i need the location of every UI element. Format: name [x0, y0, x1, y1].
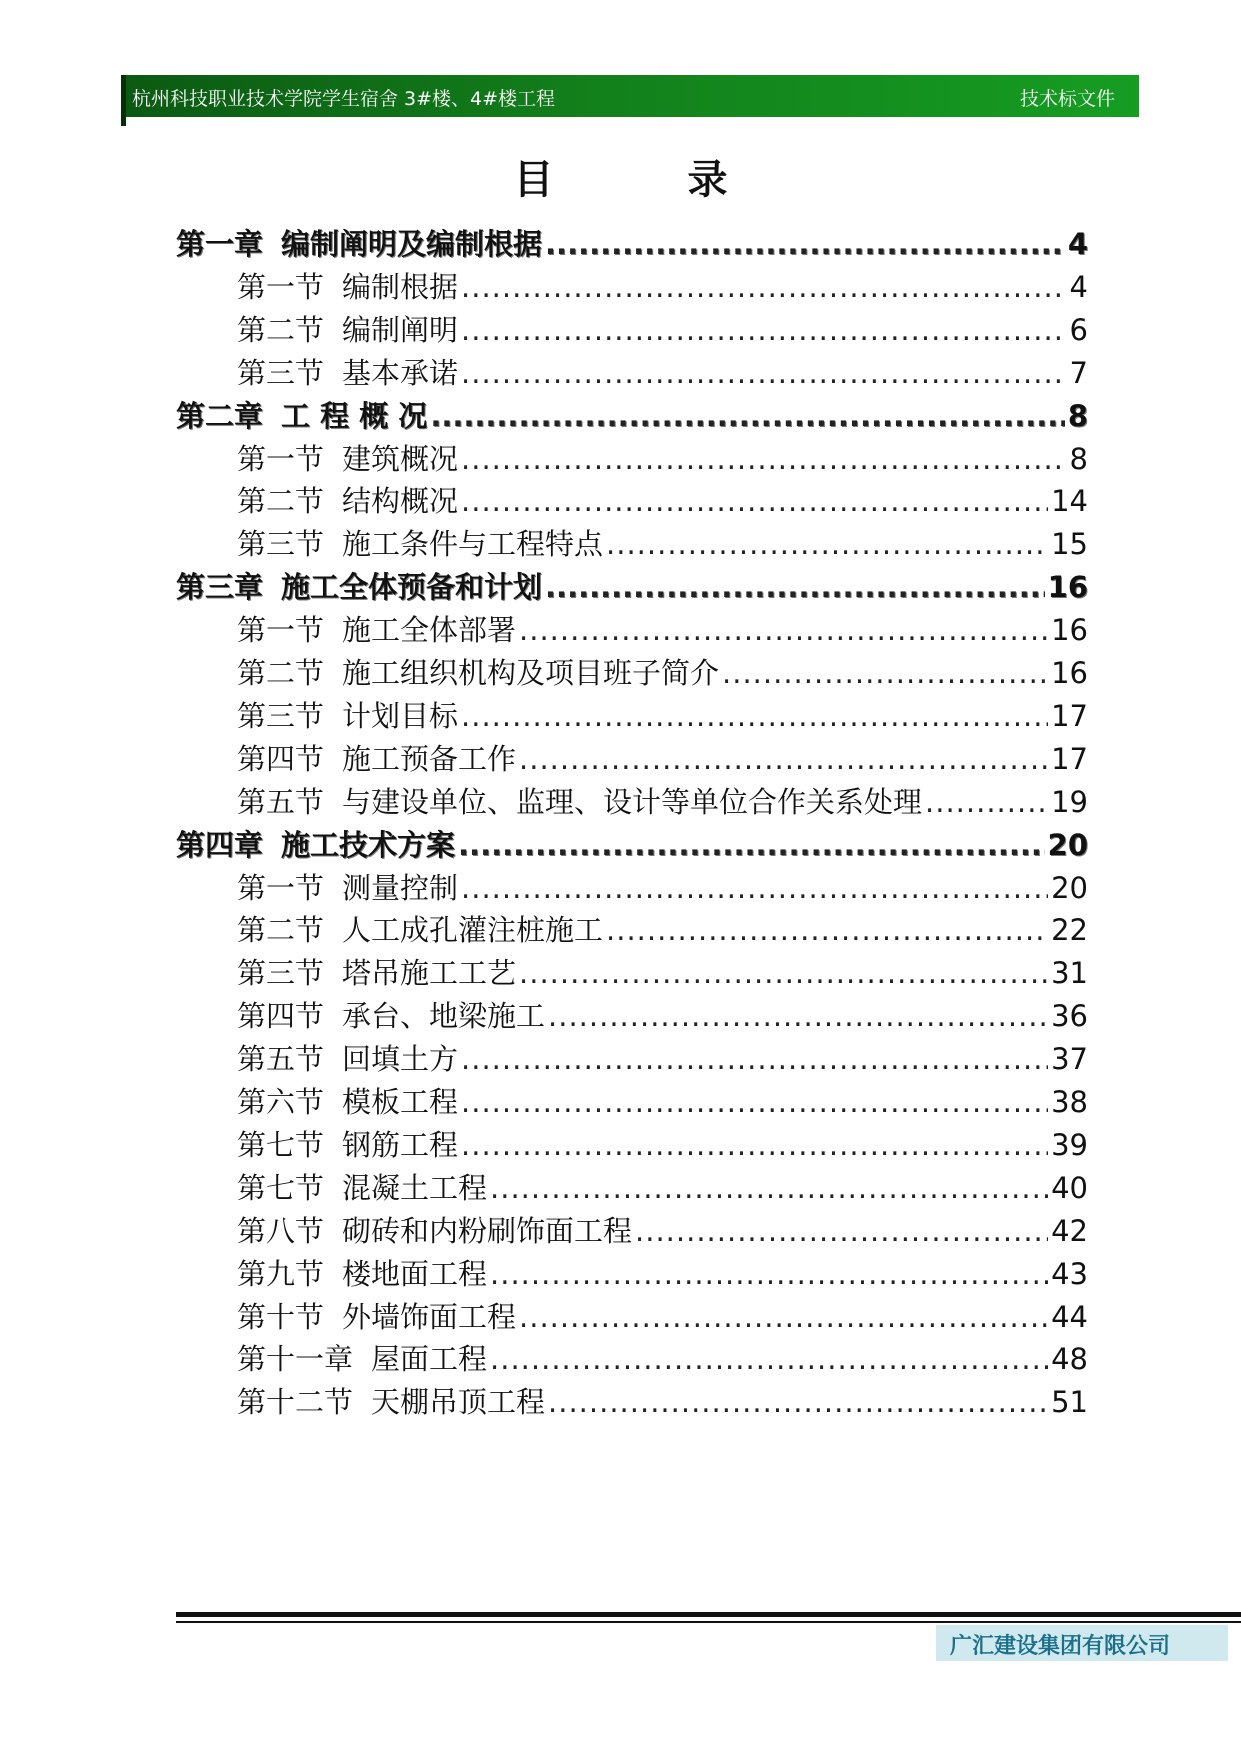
- header-document-type: 技术标文件: [1019, 88, 1115, 110]
- toc-entry-page: 44: [1051, 1299, 1088, 1334]
- toc-section-entry[interactable]: [237, 479, 1088, 523]
- toc-entry-title: 建筑概况: [342, 441, 459, 476]
- toc-entry-number: 第十二节: [237, 1385, 354, 1420]
- toc-entry-page: 4: [1067, 227, 1088, 261]
- toc-entry-page: 37: [1051, 1042, 1088, 1077]
- toc-entry-title: 砌砖和内粉刷饰面工程: [342, 1213, 633, 1248]
- toc-section-entry[interactable]: [237, 522, 1088, 566]
- toc-entry-page: 6: [1069, 312, 1088, 347]
- toc-leader-dots: [461, 484, 1048, 518]
- toc-leader-dots: [461, 356, 1067, 390]
- toc-entry-title: 天棚吊顶工程: [371, 1385, 546, 1420]
- toc-leader-dots: [519, 1300, 1048, 1334]
- toc-section-entry[interactable]: [237, 1123, 1088, 1167]
- toc-entry-page: 14: [1051, 484, 1088, 519]
- toc-entry-page: 7: [1069, 355, 1088, 390]
- toc-section-entry[interactable]: [237, 908, 1088, 952]
- toc-entry-number: 第一节: [237, 870, 325, 905]
- toc-entry-page: 8: [1067, 398, 1088, 433]
- toc-section-entry[interactable]: [237, 1166, 1088, 1210]
- toc-entry-number: 第九节: [237, 1256, 325, 1291]
- toc-leader-dots: [545, 227, 1065, 261]
- toc-leader-dots: [722, 656, 1048, 690]
- toc-entry-page: 16: [1051, 656, 1088, 690]
- toc-leader-dots: [461, 871, 1048, 905]
- toc-leader-dots: [606, 527, 1048, 561]
- toc-entry-title: 工 程 概 况: [281, 398, 428, 433]
- toc-entry-number: 第二节: [237, 656, 325, 690]
- toc-entry-title: 回填土方: [342, 1042, 459, 1077]
- toc-entry-page: 16: [1047, 570, 1088, 605]
- toc-entry-title: 屋面工程: [371, 1342, 488, 1377]
- toc-entry-number: 第四章: [176, 827, 264, 862]
- toc-leader-dots: [461, 313, 1067, 347]
- toc-entry-page: 16: [1051, 613, 1088, 648]
- toc-leader-dots: [430, 399, 1065, 433]
- toc-leader-dots: [461, 1085, 1048, 1119]
- toc-leader-dots: [458, 828, 1045, 862]
- toc-entry-number: 第四节: [237, 741, 325, 776]
- toc-leader-dots: [606, 913, 1048, 947]
- toc-entry-title: 钢筋工程: [342, 1127, 459, 1162]
- toc-chapter-entry[interactable]: [176, 222, 1088, 266]
- toc-entry-number: 第五节: [237, 1042, 325, 1077]
- toc-entry-title: 施工全体预备和计划: [281, 570, 543, 605]
- footer-divider-thin: [176, 1621, 1241, 1623]
- toc-chapter-entry[interactable]: [176, 394, 1088, 438]
- toc-section-entry[interactable]: [237, 1080, 1088, 1124]
- toc-entry-title: 施工全体部署: [342, 613, 517, 648]
- toc-leader-dots: [461, 699, 1048, 733]
- toc-leader-dots: [545, 570, 1045, 604]
- toc-section-entry[interactable]: [237, 265, 1088, 309]
- toc-entry-page: 42: [1051, 1213, 1088, 1248]
- toc-entry-title: 施工组织机构及项目班子简介: [342, 656, 720, 690]
- toc-entry-title: 施工预备工作: [342, 741, 517, 776]
- toc-entry-page: 17: [1051, 698, 1088, 733]
- toc-entry-page: 39: [1051, 1127, 1088, 1162]
- toc-entry-number: 第一节: [237, 613, 325, 648]
- toc-leader-dots: [490, 1342, 1048, 1376]
- toc-entry-title: 计划目标: [342, 698, 459, 733]
- toc-entry-number: 第十一章: [237, 1342, 354, 1377]
- toc-entry-title: 外墙饰面工程: [342, 1299, 517, 1334]
- toc-section-entry[interactable]: [237, 437, 1088, 481]
- toc-entry-title: 楼地面工程: [342, 1256, 488, 1291]
- toc-entry-number: 第二节: [237, 484, 325, 519]
- toc-entry-page: 51: [1051, 1385, 1088, 1420]
- toc-entry-number: 第六节: [237, 1085, 325, 1119]
- toc-entry-page: 19: [1051, 784, 1088, 819]
- toc-section-entry[interactable]: [237, 651, 1088, 695]
- toc-entry-number: 第一章: [176, 227, 264, 261]
- toc-entry-title: 编制根据: [342, 269, 459, 304]
- toc-section-entry[interactable]: [237, 608, 1088, 652]
- header-corner-mark: [121, 117, 126, 126]
- toc-section-entry[interactable]: [237, 351, 1088, 395]
- footer-company-name: 广汇建设集团有限公司: [936, 1625, 1228, 1661]
- toc-entry-number: 第一节: [237, 441, 325, 476]
- toc-entry-page: 4: [1069, 269, 1088, 304]
- toc-chapter-entry[interactable]: [176, 823, 1088, 867]
- toc-entry-number: 第三节: [237, 698, 325, 733]
- toc-entry-title: 承台、地梁施工: [342, 999, 546, 1034]
- toc-leader-dots: [490, 1171, 1048, 1205]
- toc-entry-number: 第七节: [237, 1170, 325, 1205]
- toc-leader-dots: [461, 1128, 1048, 1162]
- toc-entry-number: 第二节: [237, 913, 325, 948]
- toc-leader-dots: [548, 999, 1048, 1033]
- toc-leader-dots: [461, 1042, 1048, 1076]
- toc-leader-dots: [519, 742, 1048, 776]
- toc-entry-title: 塔吊施工工艺: [342, 956, 517, 991]
- toc-entry-number: 第二节: [237, 312, 325, 347]
- toc-entry-title: 混凝土工程: [342, 1170, 488, 1205]
- toc-leader-dots: [490, 1257, 1048, 1291]
- toc-leader-dots: [519, 613, 1048, 647]
- toc-entry-page: 17: [1051, 741, 1088, 776]
- toc-entry-page: 15: [1051, 527, 1088, 562]
- toc-entry-title: 基本承诺: [342, 355, 459, 390]
- toc-section-entry[interactable]: [237, 1337, 1088, 1381]
- toc-entry-title: 测量控制: [342, 870, 459, 905]
- toc-entry-page: 40: [1051, 1170, 1088, 1205]
- toc-entry-number: 第三节: [237, 355, 325, 390]
- toc-entry-page: 22: [1051, 913, 1088, 948]
- toc-entry-page: 48: [1051, 1342, 1088, 1377]
- toc-leader-dots: [461, 442, 1067, 476]
- toc-entry-title: 编制阐明: [342, 312, 459, 347]
- toc-entry-number: 第三章: [176, 570, 264, 605]
- toc-entry-number: 第四节: [237, 999, 325, 1034]
- header-band: [121, 75, 1139, 117]
- footer-divider-thick: [176, 1612, 1241, 1617]
- toc-section-entry[interactable]: [237, 994, 1088, 1038]
- toc-entry-title: 与建设单位、监理、设计等单位合作关系处理: [342, 784, 923, 819]
- toc-section-entry[interactable]: [237, 1209, 1088, 1253]
- toc-entry-number: 第二章: [176, 398, 264, 433]
- toc-entry-title: 模板工程: [342, 1085, 459, 1119]
- toc-entry-page: 36: [1051, 999, 1088, 1034]
- toc-entry-number: 第五节: [237, 784, 325, 819]
- toc-entry-number: 第一节: [237, 269, 325, 304]
- toc-section-entry[interactable]: [237, 866, 1088, 910]
- toc-section-entry[interactable]: [237, 951, 1088, 995]
- toc-entry-number: 第七节: [237, 1127, 325, 1162]
- toc-section-entry[interactable]: [237, 1252, 1088, 1296]
- toc-entry-page: 43: [1051, 1256, 1088, 1291]
- toc-entry-page: 20: [1047, 827, 1088, 862]
- header-project-name: 杭州科技职业技术学院学生宿舍 3#楼、4#楼工程: [132, 88, 556, 110]
- toc-leader-dots: [925, 785, 1048, 819]
- toc-entry-title: 施工技术方案: [281, 827, 456, 862]
- toc-entry-title: 人工成孔灌注桩施工: [342, 913, 604, 948]
- toc-entry-title: 编制阐明及编制根据: [281, 227, 543, 261]
- toc-section-entry[interactable]: [237, 694, 1088, 738]
- toc-entry-number: 第八节: [237, 1213, 325, 1248]
- toc-entry-page: 8: [1069, 441, 1088, 476]
- toc-entry-title: 施工条件与工程特点: [342, 527, 604, 562]
- toc-entry-number: 第三节: [237, 956, 325, 991]
- toc-leader-dots: [548, 1385, 1048, 1419]
- toc-section-entry[interactable]: [237, 1295, 1088, 1339]
- toc-section-entry[interactable]: [237, 737, 1088, 781]
- toc-section-entry[interactable]: [237, 1380, 1088, 1424]
- toc-section-entry[interactable]: [237, 1037, 1088, 1081]
- toc-entry-page: 31: [1051, 956, 1088, 991]
- toc-entry-number: 第三节: [237, 527, 325, 562]
- toc-entry-title: 结构概况: [342, 484, 459, 519]
- toc-entry-page: 20: [1051, 870, 1088, 905]
- toc-leader-dots: [519, 956, 1048, 990]
- toc-entry-page: 38: [1051, 1085, 1088, 1119]
- toc-entry-number: 第十节: [237, 1299, 325, 1334]
- toc-section-entry[interactable]: [237, 308, 1088, 352]
- toc-leader-dots: [635, 1214, 1048, 1248]
- page-title: 目 录: [513, 157, 788, 203]
- toc-section-entry[interactable]: [237, 780, 1088, 824]
- toc-chapter-entry[interactable]: [176, 565, 1088, 609]
- toc-leader-dots: [461, 270, 1067, 304]
